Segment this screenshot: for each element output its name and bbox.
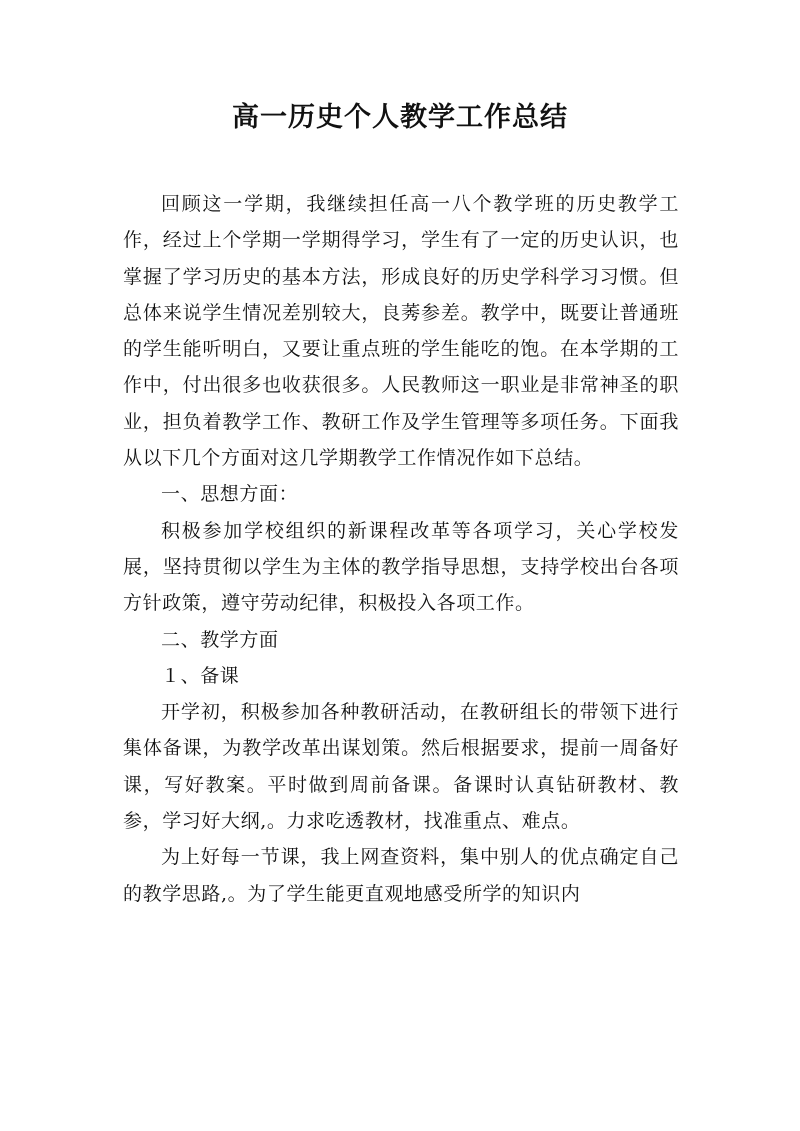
paragraph-intro: 回顾这一学期，我继续担任高一八个教学班的历史教学工作，经过上个学期一学期得学习，学生有了一定的历史认识，也掌握了学习历史的基本方法，形成良好的历史学科学习习惯。但总体来说学生情况差别较大，良莠参差。教学中，既要让普通班的学生能听明白，又要让重点班的学生能吃的饱。在本学期的工作中，付出很多也收获很多。人民教师这一职业是非常神圣的职业，担负着教学工作、教研工作及学生管理等多项任务。下面我从以下几个方面对这几学期教学工作情况作如下总结。 (123, 193, 679, 470)
paragraph-lesson-prep: 开学初，积极参加各种教研活动，在教研组长的带领下进行集体备课，为教学改革出谋划策。然后根据要求，提前一周备好课，写好教案。平时做到周前备课。备课时认真钻研教材、教参，学习好大纲,。力求吃透教材，找准重点、难点。 (123, 701, 679, 833)
document-body (123, 186, 679, 912)
section-heading-teaching: 二、教学方面 (161, 628, 279, 651)
paragraph-thought: 积极参加学校组织的新课程改革等各项学习，关心学校发展，坚持贯彻以学生为主体的教学指导思想，支持学校出台各项方针政策，遵守劳动纪律，积极投入各项工作。 (123, 519, 679, 615)
document-title: 高一历史个人教学工作总结 (232, 102, 568, 133)
section-heading-thought: 一、思想方面： (161, 483, 299, 506)
paragraph-teaching-ideas: 为上好每一节课，我上网查资料，集中别人的优点确定自己的教学思路,。为了学生能更直观地感受所学的知识内 (123, 846, 679, 905)
subsection-heading-lesson-prep: １、备课 (161, 664, 240, 687)
